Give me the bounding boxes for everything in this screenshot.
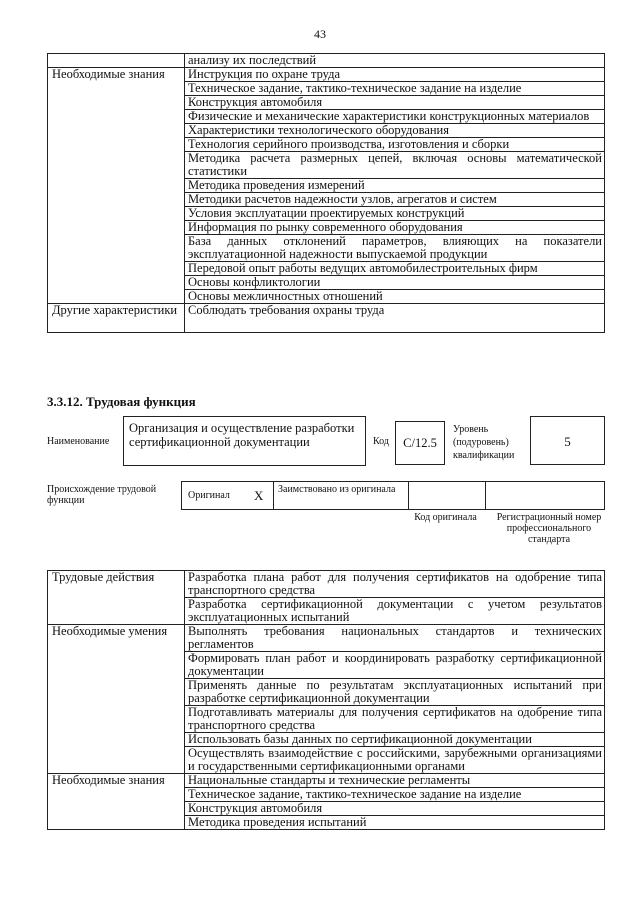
row-label-knowledge: Необходимые знания (48, 68, 185, 304)
table-cell: Соблюдать требования охраны труда (185, 304, 605, 333)
list-item: Подготавливать материалы для получения сертификатов на одобрение типа транспортного средства (185, 706, 605, 733)
table-cell-empty (48, 54, 185, 68)
list-item: Основы конфликтологии (185, 276, 605, 290)
original-mark: X (254, 488, 264, 503)
table-row (48, 774, 605, 788)
caption-registration-number: Регистрационный номер профессионального стандарта (496, 512, 602, 545)
list-item: Методика расчета размерных цепей, включая основы математической статистики (185, 152, 605, 179)
row-label-skills: Необходимые умения (48, 625, 185, 774)
divider (408, 482, 409, 509)
list-item: Инструкция по охране труда (185, 68, 605, 82)
list-item: Разработка сертификационной документации с учетом результатов эксплуатационных испытаний (185, 598, 605, 625)
level-label: Уровень (подуровень) квалификации (453, 424, 515, 461)
level-value-box: 5 (530, 416, 605, 465)
knowledge-table-continued (47, 53, 605, 333)
list-item: Методика проведения измерений (185, 179, 605, 193)
original-label: Оригинал (188, 490, 230, 501)
list-item: Характеристики технологического оборудования (185, 124, 605, 138)
list-item: Техническое задание, тактико-техническое задание на изделие (185, 82, 605, 96)
table-row (48, 68, 605, 82)
row-label-knowledge: Необходимые знания (48, 774, 185, 830)
origin-row (181, 481, 605, 510)
list-item: Осуществлять взаимодействие с российскими, зарубежными организациями и государственными сертификационными органами (185, 747, 605, 774)
name-label: Наименование (47, 436, 110, 447)
divider (485, 482, 486, 509)
code-label: Код (373, 436, 389, 447)
section-title: 3.3.12. Трудовая функция (47, 394, 196, 409)
origin-label: Происхождение трудовой функции (47, 484, 157, 506)
list-item: Формировать план работ и координировать разработку сертификационной документации (185, 652, 605, 679)
page-number: 43 (314, 27, 326, 41)
row-label-actions: Трудовые действия (48, 571, 185, 625)
list-item: База данных отклонений параметров, влияющих на показатели эксплуатационной надежности выпускаемой продукции (185, 235, 605, 262)
list-item: Выполнять требования национальных стандартов и технических регламентов (185, 625, 605, 652)
function-name-box: Организация и осуществление разработки сертификационной документации (123, 416, 366, 466)
list-item: Конструкция автомобиля (185, 96, 605, 110)
list-item: Использовать базы данных по сертификационной документации (185, 733, 605, 747)
list-item: Передовой опыт работы ведущих автомобилестроительных фирм (185, 262, 605, 276)
table-cell: анализу их последствий (185, 54, 605, 68)
code-value-box: С/12.5 (395, 421, 445, 465)
table-row (48, 54, 605, 68)
divider (273, 482, 274, 509)
row-label-other: Другие характеристики (48, 304, 185, 333)
list-item: Физические и механические характеристики конструкционных материалов (185, 110, 605, 124)
list-item: Национальные стандарты и технические регламенты (185, 774, 605, 788)
table-row (48, 304, 605, 333)
caption-code-original: Код оригинала (414, 512, 477, 523)
list-item: Информация по рынку современного оборудования (185, 221, 605, 235)
list-item: Разработка плана работ для получения сертификатов на одобрение типа транспортного средства (185, 571, 605, 598)
list-item: Методика проведения испытаний (185, 816, 605, 830)
list-item: Техническое задание, тактико-техническое задание на изделие (185, 788, 605, 802)
list-item: Применять данные по результатам эксплуатационных испытаний при разработке сертификационной документации (185, 679, 605, 706)
list-item: Технология серийного производства, изготовления и сборки (185, 138, 605, 152)
function-details-table (47, 570, 605, 830)
table-row (48, 571, 605, 598)
list-item: Условия эксплуатации проектируемых конструкций (185, 207, 605, 221)
list-item: Методики расчетов надежности узлов, агрегатов и систем (185, 193, 605, 207)
list-item: Конструкция автомобиля (185, 802, 605, 816)
list-item: Основы межличностных отношений (185, 290, 605, 304)
table-row (48, 625, 605, 652)
borrowed-label: Заимствовано из оригинала (278, 484, 396, 495)
